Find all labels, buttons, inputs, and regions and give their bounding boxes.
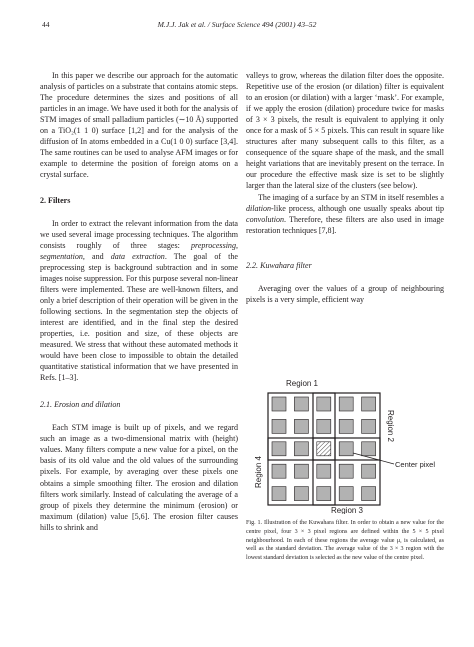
subsection-kuwahara-heading: 2.2. Kuwahara filter xyxy=(246,260,312,270)
grid-pixel xyxy=(272,442,286,456)
grid-pixel xyxy=(294,487,308,501)
region-3-label: Region 3 xyxy=(330,506,364,514)
kuwahara-paragraph: Averaging over the values of a group of neighbouring pixels is a very simple, efficient way xyxy=(246,283,444,304)
grid-pixel xyxy=(317,487,331,501)
stage-segmentation: segmentation xyxy=(40,251,83,261)
intro-paragraph: In this paper we describe our approach for the automatic analysis of particles on a substrate that contains atomic steps. The procedure determines the sizes and positions of all particles in an image. We have used it both for the analysis of STM images of small palladium particles (∼10 Å) supported on a TiO₂(1 1 0) surface [1,2] and for the analysis of the diffusion of In atoms embedded in a Cu(1 0 0) surface [3,4]. The same routines can be used to analyse AFM images or for example to determine the position of foreign atoms on a crystal surface. xyxy=(40,71,238,180)
term-dilation: dilation xyxy=(246,203,272,213)
grid-pixel xyxy=(272,419,286,433)
stm-text-a: The imaging of a surface by an STM in itself resembles a xyxy=(258,192,444,202)
filters-sep-1: , xyxy=(235,240,238,250)
region-1-label: Region 1 xyxy=(285,379,319,388)
grid-pixel xyxy=(294,442,308,456)
grid-pixel xyxy=(272,464,286,478)
kuwahara-figure xyxy=(246,372,444,514)
grid-pixel xyxy=(339,419,353,433)
term-convolution: convolution xyxy=(246,214,284,224)
grid-pixel xyxy=(294,464,308,478)
grid-pixel xyxy=(317,419,331,433)
stm-text-b: -like process, although one usually speaks about tip xyxy=(271,203,444,213)
page-number: 44 xyxy=(42,20,50,29)
grid-pixel xyxy=(362,464,376,478)
erosion-paragraph: Each STM image is built up of pixels, and we regard such an image as a two-dimensional matrix with (height) values. Many filters compute a new value for a pixel, on the basis of its old value and the old values of the surrounding pixels. For example, by averaging over these pixels one obtains a simple smoothing filter. The erosion and dilation filters work similarly. Instead of calculating the average of a group of pixels they determine the minimum (erosion) or maximum (dilation) value [5,6]. The erosion filter causes hills to shrink and xyxy=(40,423,238,532)
pixel-grid xyxy=(272,397,376,501)
stm-text-c: . Therefore, these filters are also used in image restoration techniques [7,8]. xyxy=(246,214,444,235)
region-4-label: Region 4 xyxy=(254,455,263,489)
grid-pixel xyxy=(272,397,286,411)
center-pixel-label: Center pixel xyxy=(395,460,436,469)
grid-pixel xyxy=(339,464,353,478)
filters-sep-2: , and xyxy=(82,251,111,261)
center-pixel xyxy=(317,442,331,456)
running-title: M.J.J. Jak et al. / Surface Science 494 (2001) 43–52 xyxy=(157,20,317,29)
grid-pixel xyxy=(317,397,331,411)
filters-text-a: In order to extract the relevant information from the data we used several image processing techniques. The algorithm consists roughly of three stages: xyxy=(40,218,238,250)
grid-pixel xyxy=(362,397,376,411)
figure-caption xyxy=(246,519,444,563)
left-column xyxy=(40,70,238,533)
grid-pixel xyxy=(362,419,376,433)
region-2-label: Region 2 xyxy=(386,409,395,443)
subsection-erosion-heading: 2.1. Erosion and dilation xyxy=(40,400,121,410)
right-column xyxy=(246,70,444,305)
grid-pixel xyxy=(272,487,286,501)
grid-pixel xyxy=(317,464,331,478)
filters-text-b: . The goal of the preprocessing step is background subtraction and in some images noise suppression. For this purpose several non-linear filters were implemented. These are well-known filters, and only a brief description of their operation will be given in the following sections. In the segmentation step the objects of interest are identified, and in the final step the desired properties, i.e. position and size, of these objects are measured. We stress that without these automated methods it would have been close to impossible to obtain the detailed quantitative statistical information that we have presented in Refs. [1–3]. xyxy=(40,251,239,383)
grid-pixel xyxy=(339,487,353,501)
grid-pixel xyxy=(339,397,353,411)
grid-pixel xyxy=(339,442,353,456)
stage-preprocessing: preprocessing xyxy=(190,240,236,250)
stage-data-extraction: data extraction xyxy=(110,251,165,261)
caption-text: Fig. 1. Illustration of the Kuwahara filter. In order to obtain a new value for the centre pixel, four 3 × 3 pixel regions are defined within the 5 × 5 pixel neighbourhood. In each of these regions the average value μ, is calculated, as well as the standard deviation. The average value of the 3 × 3 region with the lowest standard deviation is selected as the new value of the centre pixel. xyxy=(246,520,444,562)
stm-paragraph xyxy=(246,192,444,236)
grid-pixel xyxy=(294,397,308,411)
grid-pixel xyxy=(362,487,376,501)
filters-paragraph xyxy=(40,218,238,384)
continuation-paragraph: valleys to grow, whereas the dilation filter does the opposite. Repetitive use of the erosion (or dilation) filter is equivalent to an erosion (or dilation) with a larger ‘mask’. For example, if we apply the erosion (dilation) procedure twice for masks of 3 × 3 pixels, the result is equivalent to applying it only once for a mask of 5 × 5 pixels. This can result in square like structures after many subsequent calls to this filter, as a consequence of the square shape of the mask, and the small height variations that are inevitably present on the terrace. In our procedure the effective mask size is set to be slightly larger than the lateral size of the clusters (see below). xyxy=(246,71,444,191)
grid-pixel xyxy=(362,442,376,456)
section-heading: 2. Filters xyxy=(40,196,71,206)
grid-pixel xyxy=(294,419,308,433)
